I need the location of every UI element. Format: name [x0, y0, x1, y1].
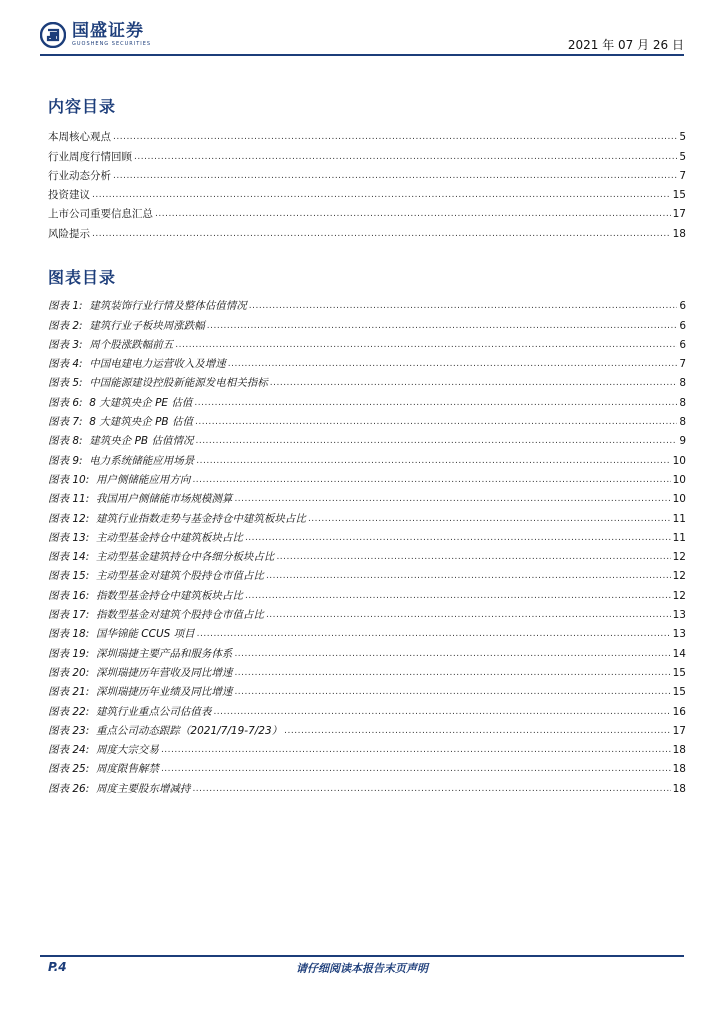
figure-label: 图表 7:: [48, 416, 83, 429]
figures-title: 图表目录: [48, 268, 117, 287]
figure-label: 图表 22:: [48, 705, 90, 718]
section-title: 本周核心观点: [48, 131, 111, 144]
figure-toc-entry[interactable]: [48, 603, 686, 622]
figure-title: 主动型基金持仓中建筑板块占比: [95, 531, 243, 544]
page-reference: 11: [672, 531, 686, 544]
page-reference: 7: [679, 169, 686, 182]
figure-toc-entry[interactable]: [48, 487, 686, 506]
figure-toc-entry[interactable]: [48, 622, 686, 641]
contents-toc-entry[interactable]: [48, 164, 686, 183]
figure-toc-entry[interactable]: [48, 448, 686, 467]
page-reference: 18: [672, 782, 686, 795]
company-name-en: GUOSHENG SECURITIES: [72, 41, 152, 47]
figure-title: 周个股涨跌幅前五: [89, 338, 174, 351]
figure-label: 图表 4:: [48, 358, 83, 371]
page-reference: 10: [672, 493, 686, 506]
contents-list: [48, 125, 686, 241]
page-reference: 16: [672, 705, 686, 718]
figure-title: 深圳瑞捷历年营收及同比增速: [95, 666, 233, 679]
figure-toc-entry[interactable]: [48, 410, 686, 429]
section-title: 行业周度行情回顾: [48, 150, 132, 163]
contents-toc-entry[interactable]: [48, 221, 686, 240]
leader-dots: [266, 609, 671, 622]
figure-toc-entry[interactable]: [48, 313, 686, 332]
figure-toc-entry[interactable]: [48, 371, 686, 390]
figure-title: 建筑行业重点公司估值表: [95, 705, 212, 718]
page-reference: 15: [672, 189, 686, 202]
section-title: 行业动态分析: [48, 169, 111, 182]
leader-dots: [195, 416, 677, 429]
figure-label: 图表 26:: [48, 782, 90, 795]
leader-dots: [134, 151, 677, 164]
figure-toc-entry[interactable]: [48, 719, 686, 738]
leader-dots: [195, 435, 677, 448]
leader-dots: [213, 706, 670, 719]
figure-label: 图表 8:: [48, 435, 83, 448]
leader-dots: [234, 648, 670, 661]
leader-dots: [245, 532, 671, 545]
figure-title: 重点公司动态跟踪（2021/7/19-7/23）: [95, 724, 283, 737]
figure-title: 指数型基金持仓中建筑板块占比: [95, 589, 243, 602]
figure-title: 深圳瑞捷主要产品和服务体系: [95, 647, 233, 660]
page-reference: 17: [672, 724, 686, 737]
leader-dots: [228, 358, 678, 371]
figure-toc-entry[interactable]: [48, 661, 686, 680]
page-reference: 14: [672, 647, 686, 660]
figure-title: 我国用户侧储能市场规模测算: [95, 493, 233, 506]
figure-title: 建筑行业指数走势与基金持仓中建筑板块占比: [95, 512, 306, 525]
figure-title: 建筑装饰行业行情及整体估值情况: [89, 300, 247, 313]
leader-dots: [197, 628, 671, 641]
figure-label: 图表 15:: [48, 570, 90, 583]
page-reference: 18: [672, 744, 686, 757]
figure-toc-entry[interactable]: [48, 776, 686, 795]
figure-label: 图表 19:: [48, 647, 90, 660]
figure-title: 周度大宗交易: [95, 744, 159, 757]
page-reference: 6: [679, 338, 686, 351]
page-reference: 8: [679, 396, 686, 409]
figure-toc-entry[interactable]: [48, 738, 686, 757]
figures-list: [48, 294, 686, 796]
page-reference: 5: [679, 131, 686, 144]
figure-toc-entry[interactable]: [48, 526, 686, 545]
figure-label: 图表 17:: [48, 609, 90, 622]
page-reference: 17: [672, 208, 686, 221]
figure-title: 周度限售解禁: [95, 763, 159, 776]
page-reference: 13: [672, 628, 686, 641]
figure-label: 图表 23:: [48, 724, 90, 737]
company-name-cn: 国盛证券: [72, 21, 144, 41]
figure-label: 图表 3:: [48, 338, 83, 351]
leader-dots: [113, 131, 677, 144]
leader-dots: [276, 551, 670, 564]
leader-dots: [234, 667, 670, 680]
figure-toc-entry[interactable]: [48, 506, 686, 525]
company-logo-icon: [40, 22, 66, 48]
figure-label: 图表 11:: [48, 493, 90, 506]
figure-title: 周度主要股东增减持: [95, 782, 191, 795]
leader-dots: [92, 189, 671, 202]
figure-title: 深圳瑞捷历年业绩及同比增速: [95, 686, 233, 699]
figure-title: 国华锦能 CCUS 项目: [95, 628, 195, 641]
report-date: 2021 年 07 月 26 日: [567, 38, 684, 52]
page-reference: 8: [679, 377, 686, 390]
figure-title: 建筑行业子板块周涨跌幅: [89, 319, 205, 332]
figure-title: 中国电建电力运营收入及增速: [89, 358, 226, 371]
leader-dots: [234, 686, 670, 699]
page-reference: 10: [672, 454, 686, 467]
leader-dots: [161, 763, 671, 776]
figure-toc-entry[interactable]: [48, 352, 686, 371]
footer-disclaimer: 请仔细阅读本报告末页声明: [296, 962, 428, 975]
leader-dots: [270, 377, 678, 390]
figure-label: 图表 9:: [48, 454, 83, 467]
section-title: 风险提示: [48, 227, 90, 240]
leader-dots: [192, 783, 670, 796]
figure-label: 图表 12:: [48, 512, 90, 525]
leader-dots: [308, 513, 671, 526]
figure-toc-entry[interactable]: [48, 564, 686, 583]
figure-title: 中国能源建设控股新能源发电相关指标: [89, 377, 268, 390]
contents-title: 内容目录: [48, 97, 117, 116]
figure-toc-entry[interactable]: [48, 699, 686, 718]
leader-dots: [161, 744, 671, 757]
page-reference: 5: [679, 150, 686, 163]
figure-label: 图表 16:: [48, 589, 90, 602]
figure-toc-entry[interactable]: [48, 294, 686, 313]
figure-toc-entry[interactable]: [48, 468, 686, 487]
figure-label: 图表 24:: [48, 744, 90, 757]
contents-toc-entry[interactable]: [48, 202, 686, 221]
figure-title: 电力系统储能应用场景: [89, 454, 195, 467]
figure-label: 图表 20:: [48, 666, 90, 679]
section-title: 上市公司重要信息汇总: [48, 208, 153, 221]
page-reference: 15: [672, 686, 686, 699]
leader-dots: [207, 320, 678, 333]
figure-label: 图表 5:: [48, 377, 83, 390]
figure-label: 图表 21:: [48, 686, 90, 699]
page-reference: 11: [672, 512, 686, 525]
figure-toc-entry[interactable]: [48, 641, 686, 660]
page-reference: 13: [672, 609, 686, 622]
page-number: P.4: [48, 960, 67, 974]
footer-divider: [40, 955, 684, 957]
figure-label: 图表 6:: [48, 396, 83, 409]
figure-title: 主动型基金对建筑个股持仓市值占比: [95, 570, 264, 583]
page-reference: 8: [679, 416, 686, 429]
page-reference: 9: [679, 435, 686, 448]
leader-dots: [194, 397, 677, 410]
page-header: [40, 20, 684, 56]
figure-label: 图表 2:: [48, 319, 83, 332]
figure-title: 用户侧储能应用方向: [95, 473, 191, 486]
section-title: 投资建议: [48, 189, 90, 202]
leader-dots: [113, 170, 677, 183]
contents-toc-entry[interactable]: [48, 183, 686, 202]
figure-label: 图表 18:: [48, 628, 90, 641]
leader-dots: [196, 455, 670, 468]
figure-label: 图表 10:: [48, 473, 90, 486]
figure-label: 图表 14:: [48, 551, 90, 564]
leader-dots: [249, 300, 678, 313]
figure-label: 图表 13:: [48, 531, 90, 544]
leader-dots: [92, 228, 671, 241]
page-reference: 18: [672, 227, 686, 240]
figure-label: 图表 25:: [48, 763, 90, 776]
contents-toc-entry[interactable]: [48, 144, 686, 163]
leader-dots: [266, 570, 671, 583]
leader-dots: [234, 493, 670, 506]
figure-title: 8 大建筑央企 PB 估值: [89, 416, 193, 429]
leader-dots: [284, 725, 670, 738]
figure-title: 8 大建筑央企 PE 估值: [89, 396, 193, 409]
page-reference: 12: [672, 551, 686, 564]
leader-dots: [245, 590, 671, 603]
figure-title: 指数型基金对建筑个股持仓市值占比: [95, 609, 264, 622]
contents-toc-entry[interactable]: [48, 125, 686, 144]
figure-toc-entry[interactable]: [48, 680, 686, 699]
figure-title: 主动型基金建筑持仓中各细分板块占比: [95, 551, 275, 564]
figure-toc-entry[interactable]: [48, 333, 686, 352]
header-divider: [40, 54, 684, 56]
leader-dots: [175, 339, 677, 352]
company-logo: [40, 22, 151, 48]
page-reference: 7: [679, 358, 686, 371]
page-reference: 15: [672, 666, 686, 679]
page-reference: 12: [672, 589, 686, 602]
page-reference: 18: [672, 763, 686, 776]
page-reference: 10: [672, 473, 686, 486]
figure-label: 图表 1:: [48, 300, 83, 313]
figure-title: 建筑央企 PB 估值情况: [89, 435, 194, 448]
leader-dots: [155, 208, 671, 221]
page-reference: 6: [679, 300, 686, 313]
figure-toc-entry[interactable]: [48, 390, 686, 409]
figure-toc-entry[interactable]: [48, 545, 686, 564]
figure-toc-entry[interactable]: [48, 583, 686, 602]
leader-dots: [192, 474, 670, 487]
figure-toc-entry[interactable]: [48, 757, 686, 776]
page-reference: 12: [672, 570, 686, 583]
figure-toc-entry[interactable]: [48, 429, 686, 448]
page-reference: 6: [679, 319, 686, 332]
